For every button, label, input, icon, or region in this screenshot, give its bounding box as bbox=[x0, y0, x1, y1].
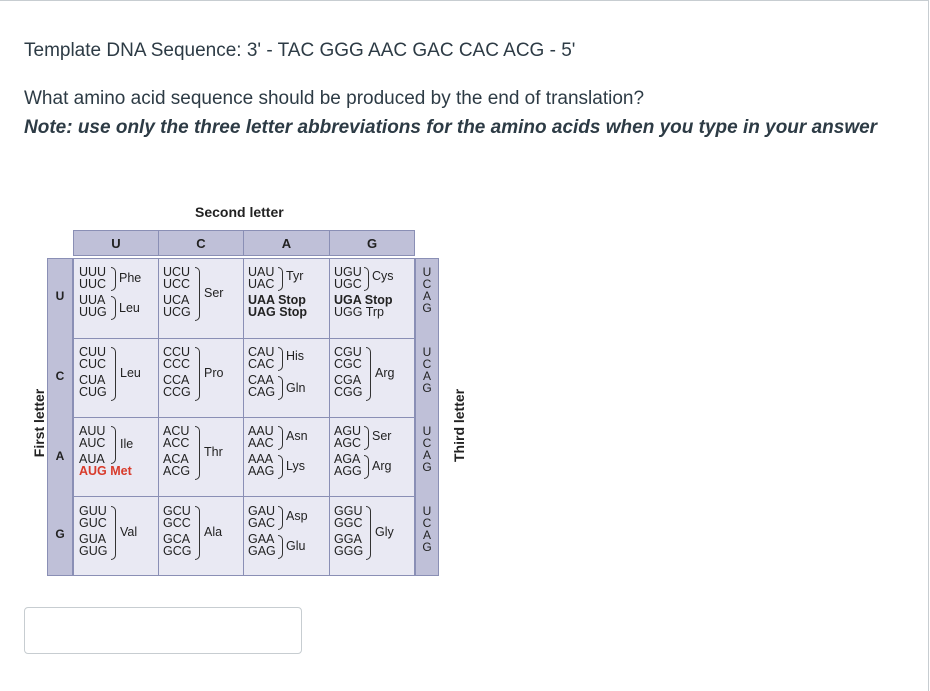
header-u: U bbox=[73, 230, 159, 256]
codon: CCA bbox=[163, 373, 190, 387]
third-letter: A bbox=[422, 448, 431, 462]
codon: UAU bbox=[248, 265, 275, 279]
amino-acid: Arg bbox=[372, 459, 392, 473]
third-letters-c bbox=[416, 346, 438, 394]
codon: AGG bbox=[334, 464, 362, 478]
cell-gc bbox=[163, 504, 223, 558]
frame-top-border bbox=[0, 0, 928, 1]
codon: GUG bbox=[79, 544, 108, 558]
brace bbox=[364, 267, 369, 291]
third-letter: U bbox=[422, 504, 432, 518]
start-codon: AUG Met bbox=[79, 464, 132, 478]
third-letters-a bbox=[416, 425, 438, 473]
codon: AUU bbox=[79, 424, 106, 438]
codon: AAA bbox=[248, 452, 274, 466]
amino-acid: Glu bbox=[286, 539, 306, 553]
codon: UCC bbox=[163, 277, 191, 291]
codon: GGU bbox=[334, 504, 363, 518]
third-letter: A bbox=[422, 369, 431, 383]
codon: AAC bbox=[248, 436, 274, 450]
codon: CCC bbox=[163, 357, 191, 371]
header-g: G bbox=[329, 230, 415, 256]
codon: CGA bbox=[334, 373, 362, 387]
third-letter: C bbox=[422, 516, 432, 530]
codon: UGG Trp bbox=[334, 305, 385, 319]
brace bbox=[278, 376, 283, 400]
first-letter-label: First letter bbox=[31, 388, 48, 458]
amino-acid: Thr bbox=[204, 445, 223, 459]
codon: UCA bbox=[163, 293, 190, 307]
codon: GCC bbox=[163, 516, 191, 530]
amino-acid: Lys bbox=[286, 459, 305, 473]
codon: GAU bbox=[248, 504, 276, 518]
amino-acid: Ser bbox=[372, 429, 392, 443]
brace bbox=[278, 506, 283, 530]
cell-aa bbox=[248, 424, 308, 478]
third-letter: G bbox=[422, 381, 432, 395]
brace bbox=[195, 347, 200, 401]
codon: CGU bbox=[334, 345, 362, 359]
cell-ga bbox=[248, 504, 308, 558]
codon: CUG bbox=[79, 385, 107, 399]
amino-acid: Ala bbox=[204, 525, 223, 539]
amino-acid: Asp bbox=[286, 509, 308, 523]
codon: GGG bbox=[334, 544, 364, 558]
row-label-a: A bbox=[55, 449, 65, 463]
codon: CCU bbox=[163, 345, 191, 359]
grid-divider bbox=[74, 338, 414, 339]
codon: CAA bbox=[248, 373, 274, 387]
amino-acid: Gly bbox=[375, 525, 394, 539]
brace bbox=[111, 347, 116, 401]
amino-acid: Asn bbox=[286, 429, 308, 443]
third-letter: U bbox=[422, 265, 432, 279]
third-letter: U bbox=[422, 345, 432, 359]
codon: UAC bbox=[248, 277, 275, 291]
brace bbox=[111, 296, 116, 320]
grid-divider bbox=[74, 417, 414, 418]
amino-acid: Pro bbox=[204, 366, 224, 380]
amino-acid: Ile bbox=[120, 437, 134, 451]
codon-table-image bbox=[31, 200, 467, 580]
cell-au bbox=[79, 425, 132, 477]
cell-uu bbox=[79, 265, 142, 319]
codon: AGU bbox=[334, 424, 362, 438]
frame-right-border bbox=[928, 0, 929, 691]
row-label-u: U bbox=[55, 289, 65, 303]
codon: ACA bbox=[163, 452, 189, 466]
third-letter: G bbox=[422, 460, 432, 474]
codon: AAG bbox=[248, 464, 275, 478]
brace bbox=[195, 267, 200, 321]
third-letter: A bbox=[422, 528, 431, 542]
row-label-g: G bbox=[55, 527, 65, 541]
codon: GUA bbox=[79, 532, 107, 546]
codon: GAG bbox=[248, 544, 276, 558]
codon: GUC bbox=[79, 516, 107, 530]
brace bbox=[278, 535, 283, 559]
header-a: A bbox=[243, 230, 330, 256]
codon: UCG bbox=[163, 305, 191, 319]
third-letter: G bbox=[422, 301, 432, 315]
first-letter-column bbox=[47, 258, 73, 576]
answer-note: Note: use only the three letter abbreviations for the amino acids when you type in your answer bbox=[24, 117, 878, 138]
codon: ACU bbox=[163, 424, 190, 438]
codon: GAC bbox=[248, 516, 276, 530]
amino-acid: Leu bbox=[120, 366, 141, 380]
brace bbox=[278, 347, 283, 371]
brace bbox=[195, 506, 200, 560]
third-letters-u bbox=[416, 266, 438, 314]
codon: CUA bbox=[79, 373, 106, 387]
codon: CAG bbox=[248, 385, 276, 399]
brace bbox=[364, 455, 369, 479]
codon: UAA Stop bbox=[248, 293, 306, 307]
amino-acid: Val bbox=[120, 525, 138, 539]
amino-acid: Leu bbox=[119, 301, 140, 315]
codon: UGU bbox=[334, 265, 362, 279]
codon: AUA bbox=[79, 452, 105, 466]
codon: CAC bbox=[248, 357, 275, 371]
codon: AGC bbox=[334, 436, 362, 450]
brace bbox=[111, 426, 116, 464]
cell-cu bbox=[79, 345, 141, 399]
template-dna-sequence: Template DNA Sequence: 3' - TAC GGG AAC GAC CAC ACG - 5' bbox=[24, 40, 576, 61]
amino-acid: Tyr bbox=[286, 269, 304, 283]
third-letters-g bbox=[416, 505, 438, 553]
third-letter: C bbox=[422, 357, 432, 371]
amino-acid: Gln bbox=[286, 381, 306, 395]
cell-ca bbox=[248, 345, 306, 399]
amino-acid: Phe bbox=[119, 271, 142, 285]
cell-ug bbox=[334, 266, 393, 318]
cell-cg bbox=[334, 345, 395, 399]
answer-input[interactable] bbox=[24, 607, 302, 654]
codon: GUU bbox=[79, 504, 107, 518]
grid-divider bbox=[74, 496, 414, 497]
third-letter-label: Third letter bbox=[451, 388, 467, 462]
codon: UUU bbox=[79, 265, 107, 279]
third-letter: C bbox=[422, 436, 432, 450]
codon: CUU bbox=[79, 345, 107, 359]
codon: UGC bbox=[334, 277, 362, 291]
codon: CGG bbox=[334, 385, 363, 399]
codon: UCU bbox=[163, 265, 191, 279]
codon: UGA Stop bbox=[334, 293, 393, 307]
brace bbox=[111, 506, 116, 560]
amino-acid: Cys bbox=[372, 269, 394, 283]
header-c: C bbox=[158, 230, 244, 256]
third-letter: U bbox=[422, 424, 432, 438]
codon: CCG bbox=[163, 385, 191, 399]
amino-acid: His bbox=[286, 349, 305, 363]
row-label-c: C bbox=[55, 369, 65, 383]
brace bbox=[366, 506, 371, 560]
third-letter-column bbox=[415, 258, 439, 576]
brace bbox=[278, 267, 283, 291]
codon: GCU bbox=[163, 504, 191, 518]
brace bbox=[364, 426, 369, 450]
cell-ac bbox=[163, 424, 223, 478]
codon: ACC bbox=[163, 436, 190, 450]
codon: GCG bbox=[163, 544, 192, 558]
codon: UAG Stop bbox=[248, 305, 308, 319]
codon: CGC bbox=[334, 357, 362, 371]
brace bbox=[195, 426, 200, 480]
third-letter: G bbox=[422, 540, 432, 554]
cell-cc bbox=[163, 345, 224, 399]
codon: ACG bbox=[163, 464, 191, 478]
question-prompt: What amino acid sequence should be produced by the end of translation? bbox=[24, 88, 645, 109]
third-letter: A bbox=[422, 289, 431, 303]
codon: AGA bbox=[334, 452, 361, 466]
cell-ua bbox=[248, 266, 307, 318]
brace bbox=[111, 267, 116, 291]
brace bbox=[278, 455, 283, 479]
codon: GCA bbox=[163, 532, 191, 546]
amino-acid: Ser bbox=[204, 286, 224, 300]
codon: GGA bbox=[334, 532, 362, 546]
brace bbox=[366, 347, 371, 401]
cell-gg bbox=[334, 504, 394, 558]
codon: UUC bbox=[79, 277, 107, 291]
cell-uc bbox=[163, 265, 224, 319]
codon: UUA bbox=[79, 293, 106, 307]
codon: UUG bbox=[79, 305, 107, 319]
codon: AUC bbox=[79, 436, 106, 450]
codon: GGC bbox=[334, 516, 363, 530]
amino-acid: Arg bbox=[375, 366, 395, 380]
codon: CAU bbox=[248, 345, 275, 359]
codon-grid bbox=[73, 258, 415, 576]
codon: GAA bbox=[248, 532, 275, 546]
codon: AAU bbox=[248, 424, 274, 438]
codon: CUC bbox=[79, 357, 107, 371]
cell-ag bbox=[334, 424, 392, 478]
third-letter: C bbox=[422, 277, 432, 291]
brace bbox=[278, 426, 283, 450]
cell-gu bbox=[79, 504, 138, 558]
second-letter-label: Second letter bbox=[195, 204, 284, 220]
